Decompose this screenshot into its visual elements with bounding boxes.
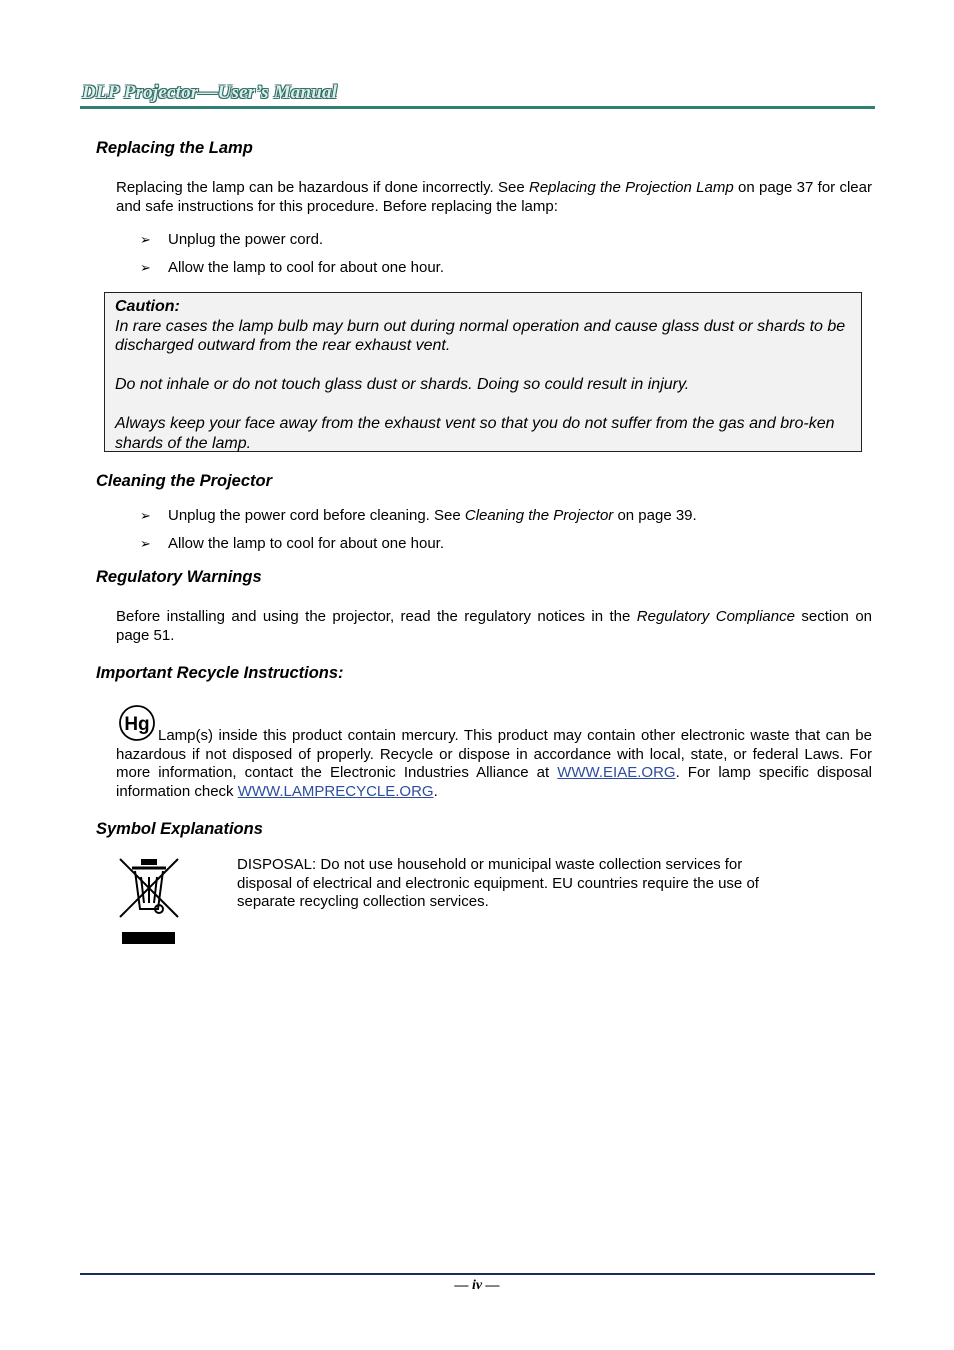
recycle-paragraph <box>116 727 872 801</box>
regulatory-text-a: Before installing and using the projector, read the regulatory notices in the <box>116 608 637 625</box>
page-number: — iv — <box>454 1278 500 1293</box>
recycle-text-b: . For lamp specific disposal information check <box>116 764 872 800</box>
caution-paragraph-1: In rare cases the lamp bulb may burn out during normal operation and cause glass dust or shards to be discharged outward from the rear exhaust vent. <box>115 317 846 354</box>
heading-symbols: Symbol Explanations <box>96 820 263 838</box>
recycle-text-c: . <box>433 782 438 800</box>
replacing-text-b: on page 37 for clear and safe instructions for this procedure. Before replacing the lamp: <box>116 179 872 215</box>
footer-rule <box>80 1273 875 1275</box>
caution-box <box>104 292 862 452</box>
arrow-bullet-icon: ➢ <box>140 260 151 275</box>
bullet-text: Unplug the power cord. <box>168 231 324 248</box>
caution-title: Caution: <box>115 298 180 315</box>
list-item <box>140 506 697 525</box>
heading-recycle: Important Recycle Instructions: <box>96 664 344 682</box>
hg-icon-label: Hg <box>124 714 150 735</box>
cleaning-text-b: on page 39. <box>613 507 697 524</box>
cleaning-ref: Cleaning the Projector <box>464 507 614 524</box>
eiae-link[interactable]: WWW.EIAE.ORG <box>557 764 676 781</box>
header-rule <box>80 106 875 109</box>
arrow-bullet-icon: ➢ <box>140 536 151 551</box>
regulatory-text-b: section on page 51. <box>116 608 873 644</box>
bullet-text: Allow the lamp to cool for about one hour. <box>168 535 445 552</box>
replacing-lamp-paragraph <box>116 178 872 216</box>
replacing-ref: Replacing the Projection Lamp <box>529 179 734 196</box>
regulatory-ref: Regulatory Compliance <box>636 608 795 625</box>
cleaning-text-a: Unplug the power cord before cleaning. See <box>168 507 465 524</box>
arrow-bullet-icon: ➢ <box>140 508 151 523</box>
caution-paragraph-3: Always keep your face away from the exhaust vent so that you do not suffer from the gas and bro-ken shards of the lamp. <box>115 415 835 452</box>
manual-header-title: DLP Projector—User’s Manual <box>82 82 338 103</box>
replacing-text-a: Replacing the lamp can be hazardous if done incorrectly. See <box>116 179 529 196</box>
arrow-bullet-icon: ➢ <box>140 232 151 247</box>
list-item <box>140 534 444 553</box>
caution-paragraph-2: Do not inhale or do not touch glass dust or shards. Doing so could result in injury. <box>115 376 690 393</box>
list-item <box>140 258 444 277</box>
heading-cleaning: Cleaning the Projector <box>96 472 273 490</box>
list-item <box>140 230 323 249</box>
crossed-bin-icon <box>118 857 180 952</box>
bullet-text: Allow the lamp to cool for about one hour. <box>168 259 445 276</box>
heading-regulatory: Regulatory Warnings <box>96 568 262 586</box>
lamprecycle-link[interactable]: WWW.LAMPRECYCLE.ORG <box>237 782 434 800</box>
heading-replacing-lamp: Replacing the Lamp <box>96 139 253 157</box>
disposal-text: DISPOSAL: Do not use household or municipal waste collection services for disposal of electrical and electronic equipment. EU countries require the use of separate recycling collection services. <box>237 856 759 910</box>
regulatory-paragraph <box>116 607 872 645</box>
recycle-text-a: Lamp(s) inside this product contain mercury. This product may contain other electronic waste that can be hazardous if not disposed of properly. Recycle or dispose in accordance with local, state, or federal Laws. For more information, contact the Electronic Industries Alliance at <box>116 727 872 781</box>
